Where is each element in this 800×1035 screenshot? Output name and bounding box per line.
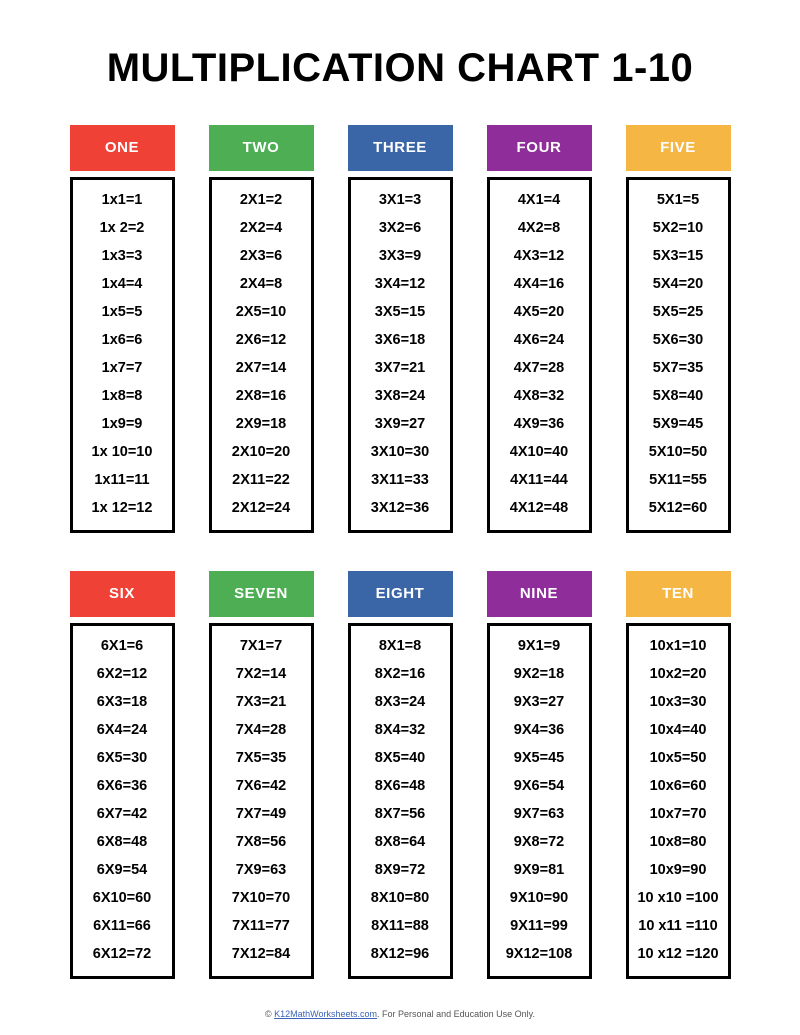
- fact-row: 2X2=4: [239, 220, 283, 236]
- fact-row: 2X8=16: [235, 388, 287, 404]
- fact-row: 8X12=96: [370, 946, 430, 962]
- fact-row: 3X5=15: [374, 304, 426, 320]
- table-header-five: FIVE: [626, 125, 731, 171]
- fact-row: 3X1=3: [378, 192, 422, 208]
- fact-row: 1x3=3: [101, 248, 143, 264]
- fact-row: 9X9=81: [513, 862, 565, 878]
- table-header-nine: NINE: [487, 571, 592, 617]
- fact-row: 1x1=1: [101, 192, 143, 208]
- fact-row: 5X6=30: [652, 332, 704, 348]
- footer-credit: [0, 1009, 800, 1019]
- fact-row: 4X12=48: [509, 500, 569, 516]
- fact-row: 5X4=20: [652, 276, 704, 292]
- fact-row: 1x6=6: [101, 332, 143, 348]
- fact-row: 4X10=40: [509, 444, 569, 460]
- table-card-two: [209, 125, 314, 533]
- table-body-nine: [487, 623, 592, 979]
- fact-row: 9X2=18: [513, 666, 565, 682]
- fact-row: 6X2=12: [96, 666, 148, 682]
- fact-row: 5X11=55: [649, 472, 707, 488]
- fact-row: 5X3=15: [652, 248, 704, 264]
- fact-row: 5X9=45: [652, 416, 704, 432]
- fact-row: 2X4=8: [239, 276, 283, 292]
- fact-row: 9X12=108: [505, 946, 573, 962]
- fact-row: 5X2=10: [652, 220, 704, 236]
- table-body-five: [626, 177, 731, 533]
- fact-row: 10 x12 =120: [637, 946, 719, 962]
- fact-row: 7X9=63: [235, 862, 287, 878]
- fact-row: 4X6=24: [513, 332, 565, 348]
- fact-row: 7X7=49: [235, 806, 287, 822]
- fact-row: 9X8=72: [513, 834, 565, 850]
- table-card-one: [70, 125, 175, 533]
- fact-row: 3X2=6: [378, 220, 422, 236]
- table-body-six: [70, 623, 175, 979]
- fact-row: 7X12=84: [231, 946, 291, 962]
- table-header-three: THREE: [348, 125, 453, 171]
- fact-row: 2X9=18: [235, 416, 287, 432]
- fact-row: 9X10=90: [509, 890, 569, 906]
- table-header-six: SIX: [70, 571, 175, 617]
- fact-row: 10x4=40: [649, 722, 707, 738]
- fact-row: 4X2=8: [517, 220, 561, 236]
- table-body-three: [348, 177, 453, 533]
- fact-row: 4X5=20: [513, 304, 565, 320]
- fact-row: 10 x11 =110: [638, 918, 718, 934]
- table-body-one: [70, 177, 175, 533]
- fact-row: 1x 2=2: [99, 220, 145, 236]
- table-card-four: [487, 125, 592, 533]
- fact-row: 7X3=21: [235, 694, 287, 710]
- fact-row: 10x1=10: [649, 638, 707, 654]
- fact-row: 4X4=16: [513, 276, 565, 292]
- fact-row: 2X11=22: [232, 472, 290, 488]
- fact-row: 9X1=9: [517, 638, 561, 654]
- footer-suffix: . For Personal and Education Use Only.: [377, 1009, 535, 1019]
- fact-row: 7X5=35: [235, 750, 287, 766]
- fact-row: 9X5=45: [513, 750, 565, 766]
- fact-row: 7X11=77: [232, 918, 290, 934]
- fact-row: 8X10=80: [370, 890, 430, 906]
- fact-row: 1x 12=12: [91, 500, 153, 516]
- fact-row: 9X11=99: [510, 918, 568, 934]
- fact-row: 10x6=60: [649, 778, 707, 794]
- footer-link[interactable]: K12MathWorksheets.com: [274, 1009, 378, 1019]
- fact-row: 7X8=56: [235, 834, 287, 850]
- fact-row: 9X6=54: [513, 778, 565, 794]
- fact-row: 7X4=28: [235, 722, 287, 738]
- fact-row: 4X8=32: [513, 388, 565, 404]
- fact-row: 2X6=12: [235, 332, 287, 348]
- fact-row: 10x3=30: [649, 694, 707, 710]
- fact-row: 10x9=90: [649, 862, 707, 878]
- table-card-six: [70, 571, 175, 979]
- table-card-five: [626, 125, 731, 533]
- fact-row: 2X3=6: [239, 248, 283, 264]
- table-header-ten: TEN: [626, 571, 731, 617]
- fact-row: 3X3=9: [378, 248, 422, 264]
- fact-row: 5X5=25: [652, 304, 704, 320]
- fact-row: 8X4=32: [374, 722, 426, 738]
- fact-row: 10 x10 =100: [637, 890, 719, 906]
- fact-row: 2X7=14: [235, 360, 287, 376]
- fact-row: 8X2=16: [374, 666, 426, 682]
- table-row-top: [40, 125, 760, 533]
- fact-row: 9X4=36: [513, 722, 565, 738]
- fact-row: 1x 10=10: [91, 444, 153, 460]
- table-header-seven: SEVEN: [209, 571, 314, 617]
- fact-row: 5X7=35: [652, 360, 704, 376]
- table-card-ten: [626, 571, 731, 979]
- fact-row: 2X5=10: [235, 304, 287, 320]
- fact-row: 8X3=24: [374, 694, 426, 710]
- table-card-eight: [348, 571, 453, 979]
- fact-row: 10x2=20: [649, 666, 707, 682]
- table-row-bottom: [40, 571, 760, 979]
- fact-row: 10x7=70: [649, 806, 707, 822]
- fact-row: 8X6=48: [374, 778, 426, 794]
- fact-row: 5X8=40: [652, 388, 704, 404]
- fact-row: 6X12=72: [92, 946, 152, 962]
- fact-row: 4X9=36: [513, 416, 565, 432]
- page-title: MULTIPLICATION CHART 1-10: [106, 46, 694, 90]
- fact-row: 3X6=18: [374, 332, 426, 348]
- table-body-eight: [348, 623, 453, 979]
- fact-row: 8X9=72: [374, 862, 426, 878]
- fact-row: 4X7=28: [513, 360, 565, 376]
- fact-row: 1x11=11: [94, 472, 150, 488]
- fact-row: 6X1=6: [100, 638, 144, 654]
- fact-row: 4X11=44: [510, 472, 568, 488]
- fact-row: 3X11=33: [371, 472, 429, 488]
- fact-row: 3X9=27: [374, 416, 426, 432]
- fact-row: 9X3=27: [513, 694, 565, 710]
- fact-row: 3X10=30: [370, 444, 430, 460]
- fact-row: 7X6=42: [235, 778, 287, 794]
- table-header-eight: EIGHT: [348, 571, 453, 617]
- fact-row: 10x5=50: [649, 750, 707, 766]
- fact-row: 6X6=36: [96, 778, 148, 794]
- fact-row: 6X10=60: [92, 890, 152, 906]
- fact-row: 7X10=70: [231, 890, 291, 906]
- fact-row: 5X1=5: [656, 192, 700, 208]
- fact-row: 4X3=12: [513, 248, 565, 264]
- fact-row: 6X7=42: [96, 806, 148, 822]
- table-body-seven: [209, 623, 314, 979]
- fact-row: 1x5=5: [101, 304, 143, 320]
- fact-row: 6X9=54: [96, 862, 148, 878]
- fact-row: 1x7=7: [101, 360, 143, 376]
- fact-row: 3X12=36: [370, 500, 430, 516]
- fact-row: 4X1=4: [517, 192, 561, 208]
- fact-row: 1x9=9: [101, 416, 143, 432]
- fact-row: 6X8=48: [96, 834, 148, 850]
- table-body-ten: [626, 623, 731, 979]
- fact-row: 5X10=50: [648, 444, 708, 460]
- fact-row: 8X5=40: [374, 750, 426, 766]
- table-card-seven: [209, 571, 314, 979]
- fact-row: 3X8=24: [374, 388, 426, 404]
- fact-row: 7X1=7: [239, 638, 283, 654]
- fact-row: 5X12=60: [648, 500, 708, 516]
- fact-row: 6X11=66: [93, 918, 151, 934]
- fact-row: 6X4=24: [96, 722, 148, 738]
- fact-row: 9X7=63: [513, 806, 565, 822]
- table-card-three: [348, 125, 453, 533]
- fact-row: 8X7=56: [374, 806, 426, 822]
- fact-row: 2X1=2: [239, 192, 283, 208]
- fact-row: 3X4=12: [374, 276, 426, 292]
- fact-row: 6X5=30: [96, 750, 148, 766]
- fact-row: 2X10=20: [231, 444, 291, 460]
- fact-row: 8X8=64: [374, 834, 426, 850]
- table-body-four: [487, 177, 592, 533]
- fact-row: 3X7=21: [374, 360, 426, 376]
- fact-row: 8X1=8: [378, 638, 422, 654]
- fact-row: 10x8=80: [649, 834, 707, 850]
- fact-row: 1x4=4: [101, 276, 143, 292]
- table-body-two: [209, 177, 314, 533]
- fact-row: 1x8=8: [101, 388, 143, 404]
- table-header-two: TWO: [209, 125, 314, 171]
- footer-prefix: ©: [265, 1009, 275, 1019]
- table-header-one: ONE: [70, 125, 175, 171]
- fact-row: 7X2=14: [235, 666, 287, 682]
- fact-row: 6X3=18: [96, 694, 148, 710]
- table-header-four: FOUR: [487, 125, 592, 171]
- fact-row: 2X12=24: [231, 500, 291, 516]
- fact-row: 8X11=88: [371, 918, 429, 934]
- table-card-nine: [487, 571, 592, 979]
